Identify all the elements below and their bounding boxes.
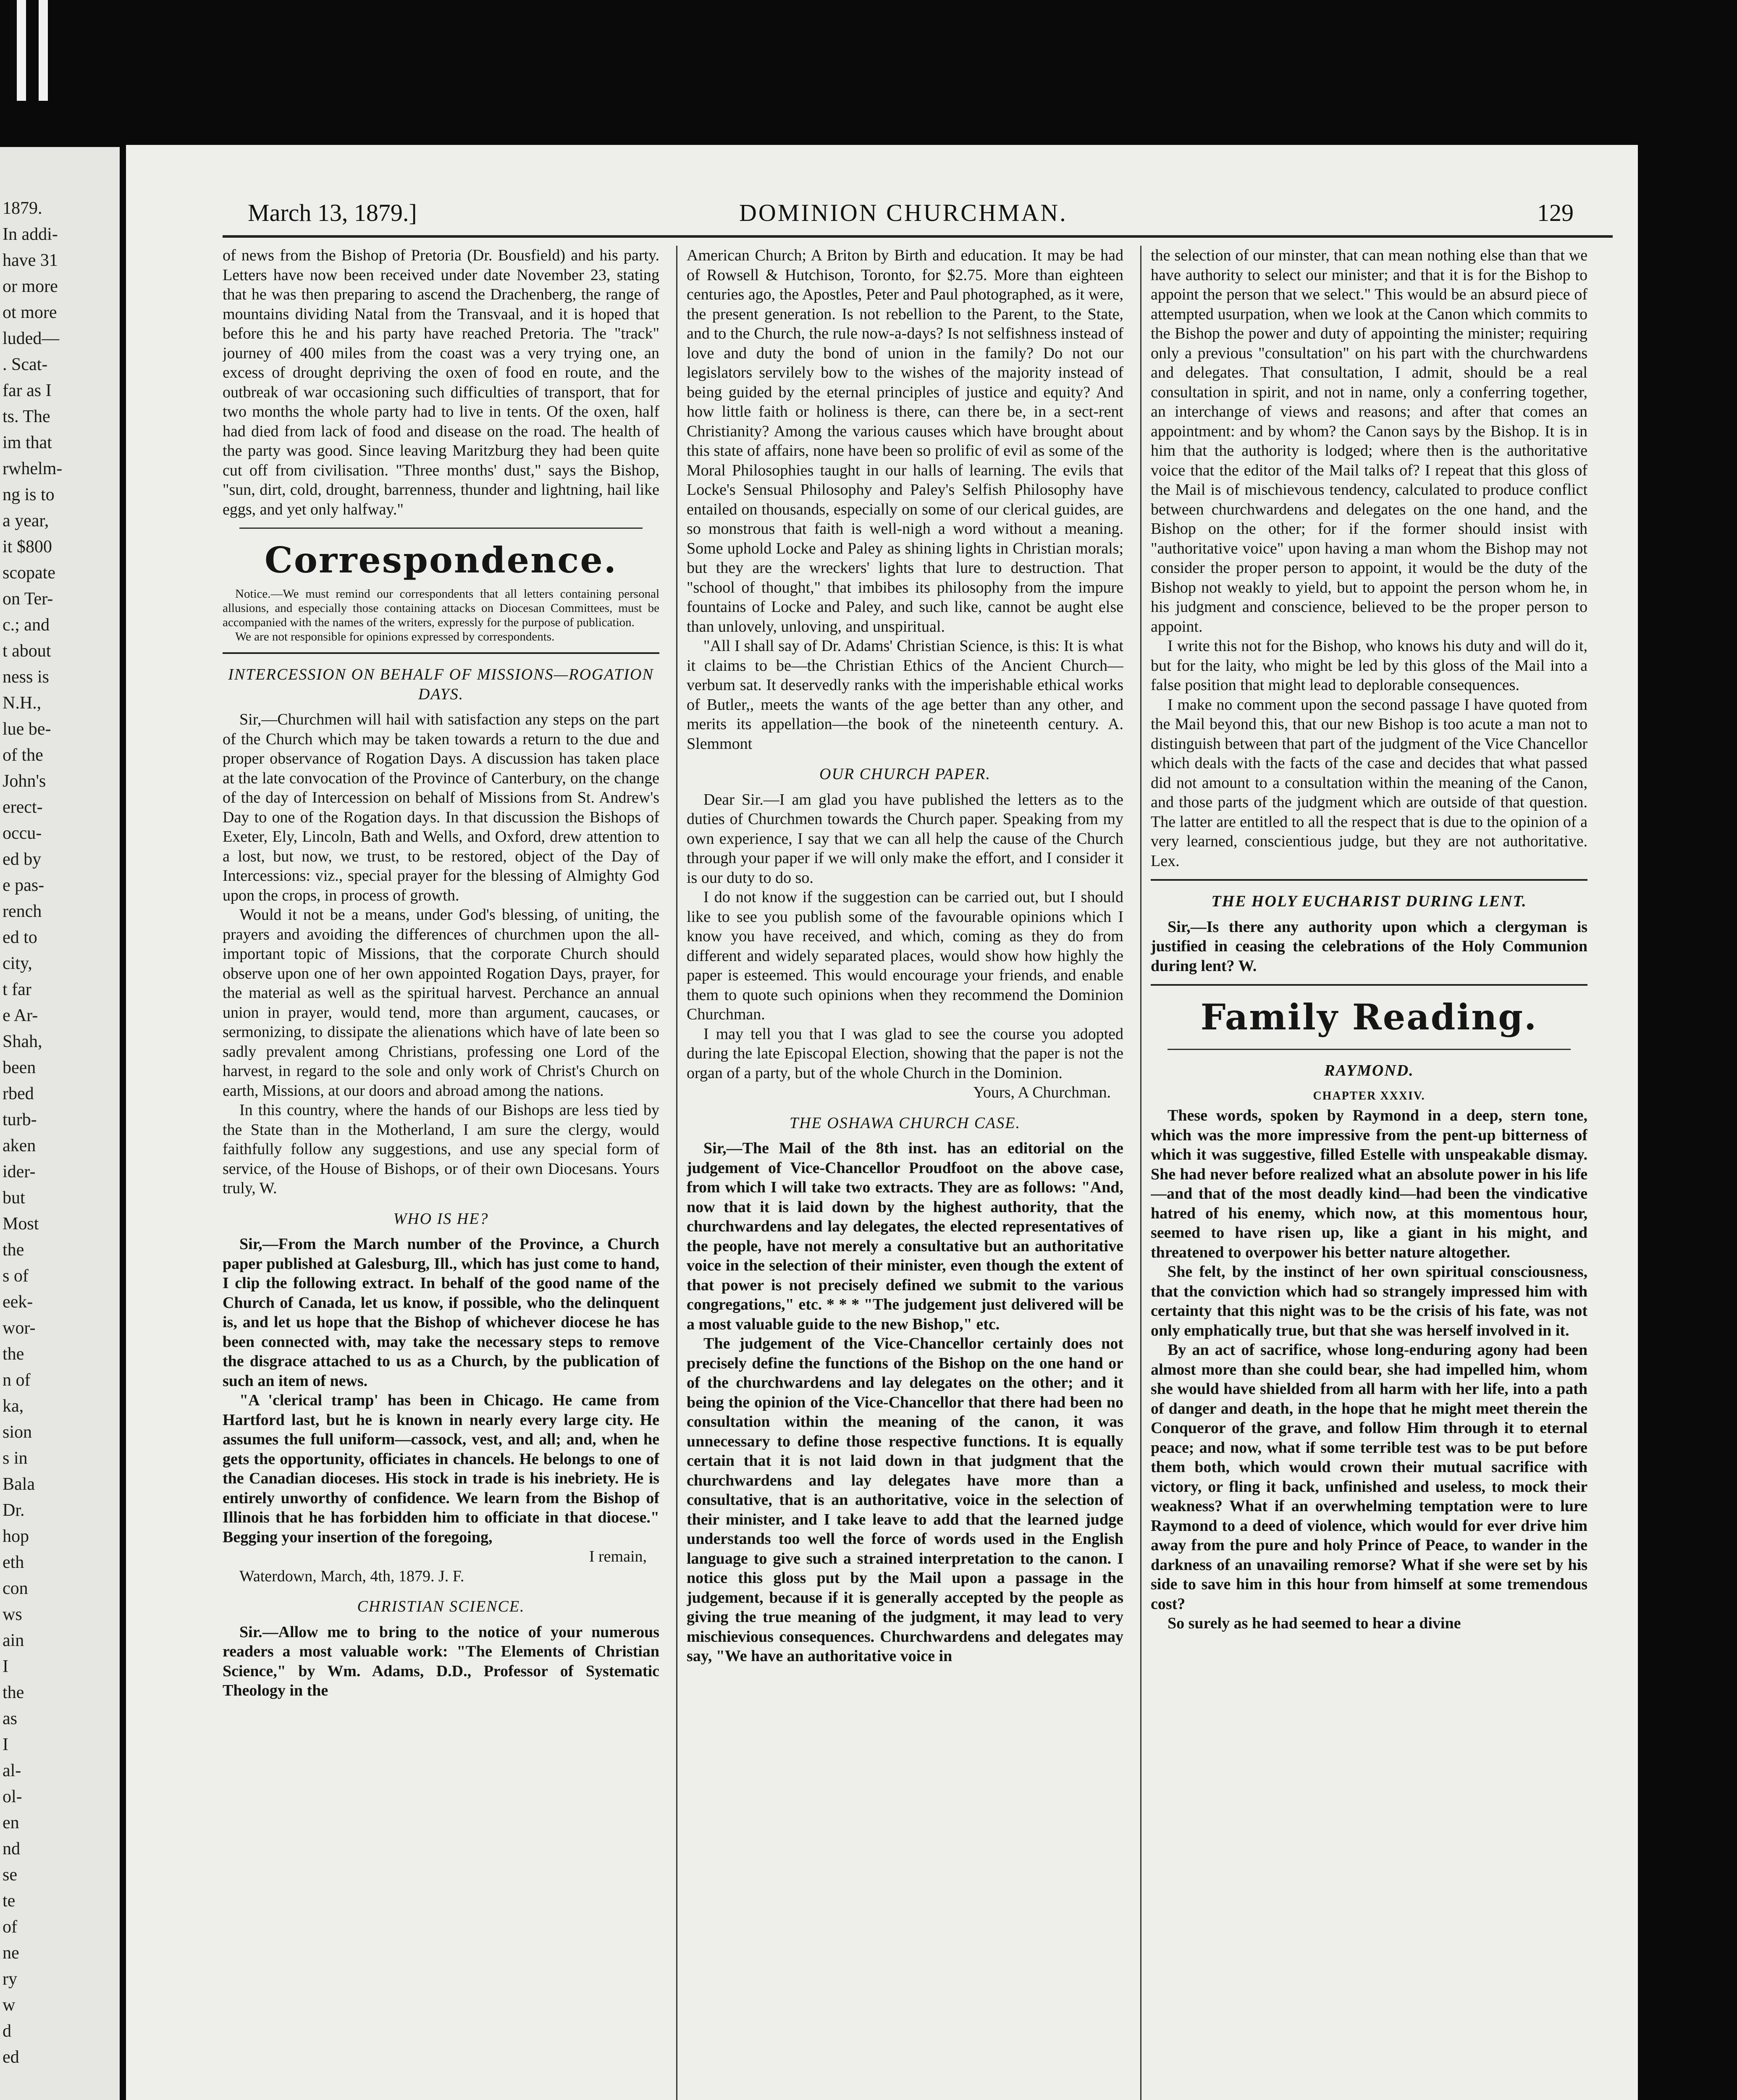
adjacent-page-fragment: scopate (3, 563, 55, 583)
adjacent-page-fragment: s of (3, 1266, 29, 1286)
adjacent-page-fragment: wor- (3, 1318, 36, 1338)
letter-heading: WHO IS HE? (393, 1210, 489, 1228)
letter-heading: OUR CHURCH PAPER. (819, 765, 991, 783)
adjacent-page-fragment: rwhelm- (3, 459, 63, 478)
adjacent-page-fragment: have 31 (3, 251, 58, 270)
adjacent-page-fragment: been (3, 1058, 36, 1077)
editorial-notice: Notice.—We must remind our correspondents that all letters containing personal allusions, and especially those containing attacks on Diocesan Committees, must be accompanied with the names of the writers, expressly for the purpose of publication. (223, 587, 659, 629)
adjacent-page-fragment: the (3, 1683, 24, 1702)
story-paragraph: By an act of sacrifice, whose long-enduring agony had been almost more than she could bear, she had impelled him, whom she would have shielded from all harm with her life, into a path of danger and death, in the hope that he might meet therein the Conqueror of the grave, and follow Him through it to eternal peace; and now, what if some terrible test was to be put before them both, which would crown their mutual sacrifice with victory, or fling it back, unfinished and useless, to mock their weakness? What if an overwhelming temptation were to lure Raymond to a deed of violence, which would for ever drive him away from the pure and holy Prince of Peace, to wander in the darkness of an unavailing remorse? What if she were set by his side to save him in this hour from himself at some tremendous cost? (1151, 1341, 1587, 1613)
adjacent-page-fragment: a year, (3, 511, 49, 530)
adjacent-page-fragment: al- (3, 1761, 21, 1780)
adjacent-page-fragment: the (3, 1344, 24, 1364)
article-text: of news from the Bishop of Pretoria (Dr. Bousfield) and his party. Letters have now been received under date November 23, stating that he was then preparing to ascend the Drachenberg, the range of mountains dividing Natal from the Transvaal, and it is hoped that before this he and his party have reached Pretoria. The "track" journey of 400 miles from the coast was a very trying one, an excess of drought depriving the oxen of food en route, and the outbreak of war occasioning such difficulties of transport, that for two months the whole party had to live in tents. Of the oxen, half had died from lack of food and disease on the road. The health of the party was good. Since leaving Maritzburg they had been quite cut off from civilisation. "Three months' dust," says the Bishop, "sun, dirt, cold, drought, barrenness, thunder and lightning, hail like eggs, and yet only halfway." (223, 247, 659, 518)
letter-paragraph: Sir,—The Mail of the 8th inst. has an editorial on the judgement of Vice-Chancellor Proudfoot on the above case, from which I will take two extracts. They are as follows: "And, now that it is laid down by the highest authority, that the churchwardens and lay delegates, the elected representatives of the people, have not merely a consultative but an authoritative voice in the selection of their minister, even though the extent of that power is not precisely defined we submit to the various congregations," etc. * * * "The judgement just delivered will be a most valuable guide to the new Bishop," etc. (687, 1139, 1123, 1333)
adjacent-page-fragment: of (3, 1917, 17, 1937)
adjacent-page-fragment: aken (3, 1136, 36, 1155)
adjacent-page-fragment: on Ter- (3, 589, 53, 609)
adjacent-page-fragment: I (3, 1657, 8, 1676)
adjacent-page-fragment: c.; and (3, 615, 50, 635)
adjacent-page-fragment: occu- (3, 824, 42, 843)
binding-bar (17, 0, 26, 101)
adjacent-page-fragment: but (3, 1188, 25, 1208)
adjacent-page-fragment: ng is to (3, 485, 55, 504)
adjacent-page-fragment: se (3, 1865, 17, 1885)
header-date: March 13, 1879.] (248, 199, 417, 226)
adjacent-page-fragment: I (3, 1735, 8, 1754)
adjacent-page-strip (0, 147, 120, 2100)
adjacent-page-fragment: of the (3, 746, 43, 765)
divider (239, 528, 643, 529)
adjacent-page-fragment: d (3, 2021, 11, 2041)
adjacent-page-fragment: or more (3, 277, 58, 296)
adjacent-page-fragment: ider- (3, 1162, 36, 1181)
adjacent-page-fragment: sion (3, 1423, 32, 1442)
adjacent-page-fragment: ain (3, 1631, 24, 1650)
editorial-notice: We are not responsible for opinions expressed by correspondents. (235, 630, 555, 643)
letter-paragraph: I do not know if the suggestion can be carried out, but I should like to see you publish some of the favourable opinions which I know you have received, and which, coming as they do from different and widely separated places, would show how highly the paper is esteemed. This would encourage your friends, and enable them to quote such opinions when they recommend the Dominion Churchman. (687, 888, 1123, 1023)
adjacent-page-fragment: nd (3, 1839, 20, 1858)
letter-paragraph: Sir,—From the March number of the Province, a Church paper published at Galesburg, Ill., which has just come to hand, I clip the following extract. In behalf of the good name of the Church of Canada, let us know, if possible, who the delinquent is, and let us hope that the Bishop of whichever diocese he has been connected with, may take the necessary steps to remove the disgrace attached to us as a Church, by the publication of such an item of news. (223, 1235, 659, 1390)
adjacent-page-fragment: turb- (3, 1110, 37, 1129)
letter-paragraph: Would it not be a means, under God's blessing, of uniting, the prayers and avoiding the differences of churchmen upon the all-important topic of Missions, that the corporate Church should observe upon one of her own appointed Rogation Days, prayer, for the material as well as the spiritual harvest. Perchance an annual union in prayer, would tend, more than argument, caucases, or sermonizing, to dissipate the alienations which have of late been so sadly prevalent among Christians, professing one Lord of the harvest, in regard to the sole and only work of Christ's Church on earth, Missions, at our doors and abroad among the nations. (223, 906, 659, 1100)
column-2 (687, 246, 1123, 2100)
story-paragraph: So surely as he had seemed to hear a divine (1168, 1614, 1461, 1632)
adjacent-page-fragment: lue be- (3, 719, 51, 739)
adjacent-page-fragment: s in (3, 1449, 28, 1468)
letter-signature: Yours, A Churchman. (973, 1084, 1111, 1101)
letter-paragraph: the selection of our minster, that can mean nothing else than that we have authority to select our minister; and that it is for the Bishop to appoint the person that we select." This would be an absurd piece of attempted usurpation, when we look at the Canon which commits to the Bishop the power and duty of appointing the minister; requiring only a previous "consultation" on his part with the churchwardens and delegates. That consultation, I admit, should be a real consultation in spirit, and not in name, only a conferring together, an interchange of views and reasons; and after that comes an appointment: and by whom? the Canon says by the Bishop. It is in him that the authority is lodged; where then is the authoritative voice that the editor of the Mail talks of? I repeat that this gloss of the Mail is of mischievous tendency, calculated to produce conflict between churchwardens and delegates on the one hand, and the Bishop on the other; for if the former should insist with "authoritative voice" upon having a man whom the Bishop may not consider the proper person to appoint, it would be the duty of the Bishop not weakly to yield, but to appoint the person whom he, in his judgment and conscience, believed to be the proper person to appoint. (1151, 247, 1587, 635)
binding-bar (39, 0, 48, 101)
adjacent-page-fragment: the (3, 1240, 24, 1260)
adjacent-page-fragment: ed by (3, 850, 42, 869)
adjacent-page-fragment: 1879. (3, 199, 42, 218)
adjacent-page-fragment: ry (3, 1969, 17, 1989)
adjacent-page-fragment: im that (3, 433, 52, 452)
adjacent-page-fragment: ws (3, 1605, 22, 1624)
adjacent-page-fragment: Dr. (3, 1501, 25, 1520)
letter-paragraph: "All I shall say of Dr. Adams' Christian Science, is this: It is what it claims to be—the Christian Ethics of the Ancient Church—verbum sat. It deservedly ranks with the imperishable ethical works of Butler,, meets the wants of the age better than any other, and merits its appellation—the book of the nineteenth century. A. Slemmont (687, 637, 1123, 753)
adjacent-page-fragment: con (3, 1579, 28, 1598)
letter-paragraph: I write this not for the Bishop, who knows his duty and will do it, but for the laity, who might be led by this gloss of the Mail into a false position that might lead to deplorable consequences. (1151, 637, 1587, 694)
adjacent-page-fragment: John's (3, 772, 46, 791)
adjacent-page-fragment: eth (3, 1553, 24, 1572)
divider (1168, 1049, 1571, 1050)
letter-paragraph: American Church; A Briton by Birth and education. It may be had of Rowsell & Hutchison, Toronto, for $2.75. More than eighteen centuries ago, the Apostles, Peter and Paul photographed, as it were, the present generation. Is not rebellion to the Parent, to the State, and to the Church, the rule now-a-days? Is not selfishness instead of love and duty the bond of union in the family? Do not our legislators servilely bow to the wishes of the majority instead of being guided by the eternal principles of justice and equity? And how little faith or holiness is there, can there be, in a sect-rent Christianity? Among the various causes which have brought about this state of affairs, none have been so prolific of evil as some of the Moral Philosophies taught in our halls of learning. The evils that Locke's Sensual Philosophy and Paley's Selfish Philosophy have entailed on thousands, especially on some of our clerical guides, are so monstrous that faith is well-nigh a word without a meaning. Some uphold Locke and Paley as shining lights in Christian morals; but they are the wreckers' lights that lure to destruction. That "school of thought," that imbibes its philosophy from the impure fountains of Locke and Paley, and such like, cannot be aught else than unlovely, unloving, and unspiritual. (687, 247, 1123, 635)
letter-paragraph: Sir,—Churchmen will hail with satisfaction any steps on the part of the Church which may be taken towards a return to the due and proper observance of Rogation Days. A discussion has taken place at the late convocation of the Province of Canterbury, on the change of the day of Intercession on behalf of Missions from St. Andrew's Day to one of the Rogation days. In that discussion the Bishops of Exeter, Ely, Lincoln, Bath and Wells, and Oxford, drew attention to a lost, but now, we trust, to be restored, object of the Day of Intercessions: viz., special prayer for the blessing of Almighty God upon the crops, in process of growth. (223, 711, 659, 904)
letter-heading: CHRISTIAN SCIENCE. (357, 1598, 525, 1615)
adjacent-page-fragment: e Ar- (3, 1006, 38, 1025)
adjacent-page-fragment: w (3, 1995, 16, 2015)
story-paragraph: She felt, by the instinct of her own spiritual consciousness, that the conviction which had so strangely impressed him with certainty that this night was to be the crisis of his fate, was not only emphatically true, but that she was herself involved in it. (1151, 1263, 1587, 1339)
letter-paragraph: Dear Sir.—I am glad you have published the letters as to the duties of Churchmen towards the Church paper. Speaking from my own experience, I say that we can all help the cause of the Church through your paper if we will only make the effort, and I consider it is our duty to do so. (687, 790, 1123, 887)
adjacent-page-fragment: rbed (3, 1084, 34, 1103)
adjacent-page-fragment: as (3, 1709, 17, 1728)
adjacent-page-fragment: t far (3, 980, 31, 999)
story-paragraph: These words, spoken by Raymond in a deep, stern tone, which was the more impressive from the pent-up bitterness of which it was suggestive, filled Estelle with unspeakable dismay. She had never before realized what an absolute power in his life—and that of the most deadly kind—had been the vindicative hatred of his enemy, which now, at this momentous hour, seemed to have risen up, like a giant in his might, and threatened to overpower his better nature altogether. (1151, 1107, 1587, 1261)
column-1 (223, 246, 659, 2100)
letter-paragraph: Sir,—Is there any authority upon which a clergyman is justified in ceasing the celebrations of the Holy Communion during lent? W. (1151, 918, 1587, 975)
letter-paragraph: In this country, where the hands of our Bishops are less tied by the State than in the Motherland, I am sure the clergy, would faithfully follow any suggestions, and use any special form of service, of the House of Bishops, or of their own Diocesans. Yours truly, W. (223, 1101, 659, 1197)
adjacent-page-fragment: city, (3, 954, 32, 973)
adjacent-page-fragment: te (3, 1891, 16, 1911)
adjacent-page-fragment: . Scat- (3, 355, 48, 374)
divider (1151, 879, 1587, 881)
adjacent-page-fragment: ed (3, 2048, 19, 2067)
adjacent-page-fragment: it $800 (3, 537, 52, 556)
adjacent-page-fragment: Bala (3, 1475, 35, 1494)
adjacent-page-fragment: ol- (3, 1787, 22, 1806)
adjacent-page-fragment: ness is (3, 667, 49, 687)
page-number: 129 (1537, 199, 1574, 226)
adjacent-page-fragment: ts. The (3, 407, 50, 426)
letter-paragraph: "A 'clerical tramp' has been in Chicago. He came from Hartford last, but he is known in nearly every large city. He assumes the full uniform—cassock, vest, and all; and, when he gets the opportunity, officiates in chancels. He belongs to one of the Canadian dioceses. His stock in trade is his inebriety. He is entirely unworthy of confidence. We learn from the Bishop of Illinois that he has forbidden him to officiate in that diocese." Begging your insertion of the foregoing, (223, 1391, 659, 1546)
column-divider (676, 246, 677, 2100)
adjacent-page-fragment: In addi- (3, 225, 58, 244)
newspaper-page (126, 145, 1638, 2100)
header-title: DOMINION CHURCHMAN. (739, 199, 1068, 226)
adjacent-page-fragment: en (3, 1813, 19, 1832)
letter-signature: Waterdown, March, 4th, 1879. J. F. (239, 1567, 464, 1585)
adjacent-page-fragment: Shah, (3, 1032, 42, 1051)
letter-heading: THE HOLY EUCHARIST DURING LENT. (1211, 892, 1527, 910)
adjacent-page-fragment: eek- (3, 1292, 33, 1312)
adjacent-page-fragment: far as I (3, 381, 52, 400)
adjacent-page-fragment: Most (3, 1214, 39, 1234)
letter-heading: THE OSHAWA CHURCH CASE. (789, 1114, 1021, 1132)
letter-closing: I remain, (589, 1548, 647, 1565)
section-title: Family Reading. (1200, 996, 1538, 1038)
column-3 (1151, 246, 1587, 2100)
adjacent-page-fragment: n of (3, 1370, 31, 1390)
letter-paragraph: I may tell you that I was glad to see the course you adopted during the late Episcopal Election, showing that the paper is not the organ of a party, but of the whole Church in the Dominion. (687, 1025, 1123, 1082)
adjacent-page-fragment: rench (3, 902, 42, 921)
adjacent-page-fragment: luded— (3, 329, 60, 348)
adjacent-page-fragment: N.H., (3, 693, 42, 713)
letter-paragraph: Sir.—Allow me to bring to the notice of your numerous readers a most valuable work: "The Elements of Christian Science," by Wm. Adams, D.D., Professor of Systematic Theology in the (223, 1623, 659, 1699)
adjacent-page-fragment: ed to (3, 928, 37, 947)
adjacent-page-fragment: erect- (3, 798, 43, 817)
adjacent-page-fragment: e pas- (3, 876, 45, 895)
letter-paragraph: I make no comment upon the second passage I have quoted from the Mail beyond this, that our new Bishop is too acute a man not to distinguish between that part of the judgment of the Vice Chancellor which deals with the facts of the case and decides that what passed did not amount to a consultation within the meaning of the Canon, and those parts of the judgment which are outside of that question. The latter are entitled to all the respect that is due to the opinion of a very learned, conscientious judge, but they are not authoritative. Lex. (1151, 696, 1587, 870)
header-rule (223, 235, 1613, 238)
section-title: Correspondence. (264, 539, 618, 581)
column-divider (1140, 246, 1141, 2100)
adjacent-page-fragment: ne (3, 1943, 19, 1963)
adjacent-page-fragment: hop (3, 1527, 29, 1546)
adjacent-page-fragment: ka, (3, 1396, 24, 1416)
chapter-heading: CHAPTER XXXIV. (1313, 1089, 1425, 1102)
story-title: RAYMOND. (1324, 1062, 1414, 1079)
letter-heading: INTERCESSION ON BEHALF OF MISSIONS—ROGATION DAYS. (228, 666, 654, 703)
adjacent-page-fragment: ot more (3, 303, 57, 322)
letter-paragraph: The judgement of the Vice-Chancellor certainly does not precisely define the functions of the Bishop on the one hand or of the churchwardens and lay delegates on the other; and it being the opinion of the Vice-Chancellor that there had been no consultation within the meaning of the canon, it was unnecessary to define those respective functions. It is equally certain that it is not laid down in that judgment that the churchwardens and lay delegates have more than a consultative, that is an authoritative, voice in the selection of their minister, and I take leave to add that the learned judge understands too well the force of words used in the English language to give such a strained interpretation to the canon. I notice this gloss put by the Mail upon a passage in the judgement, because if it is generally accepted by the people as giving the true meaning of the judgment, it may lead to very mischievious consequences. Churchwardens and delegates may say, "We have an authoritative voice in (687, 1335, 1123, 1665)
divider (223, 652, 659, 654)
divider (1151, 984, 1587, 986)
adjacent-page-fragment: t about (3, 641, 51, 661)
